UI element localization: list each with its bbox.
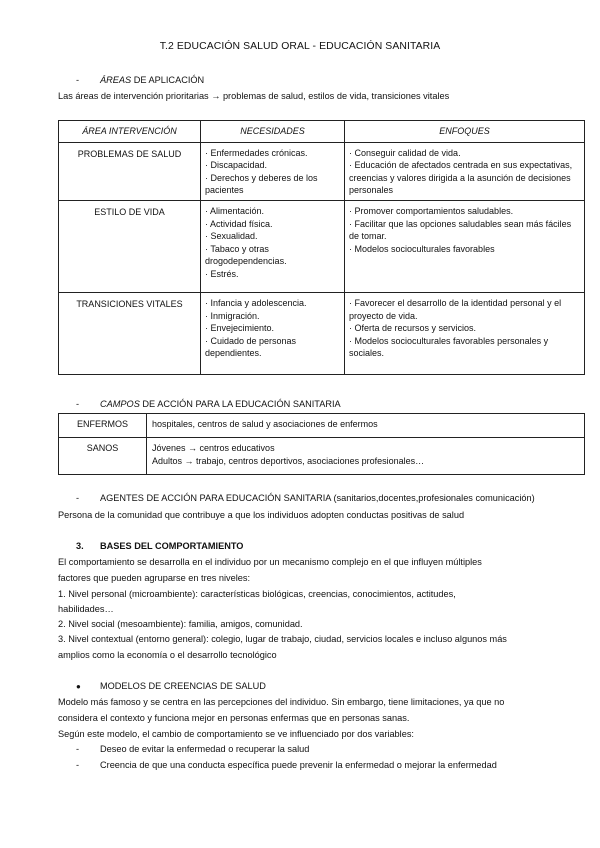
bases-line: amplios como la economía o el desarrollo tecnológico <box>58 650 277 660</box>
field-line: hospitales, centros de salud y asociaciones de enfermos <box>152 419 378 429</box>
table-row <box>59 438 585 475</box>
approach-item: · Modelos socioculturales favorables personales y sociales. <box>349 335 549 359</box>
row-needs <box>201 142 345 200</box>
modelos-line: Según este modelo, el cambio de comportamiento se ve influenciado por dos variables: <box>58 729 414 739</box>
dash-bullet: - <box>76 760 80 770</box>
row-area: PROBLEMAS DE SALUD <box>59 142 201 200</box>
dash-bullet: - <box>76 744 80 754</box>
dash-bullet: - <box>76 399 80 409</box>
areas-heading-rest: DE APLICACIÓN <box>131 75 205 85</box>
approach-item: · Favorecer el desarrollo de la identidad personal y el proyecto de vida. <box>349 297 562 321</box>
modelos-heading-text: MODELOS DE CREENCIAS DE SALUD <box>100 681 266 691</box>
modelos-list-item <box>76 759 497 772</box>
agentes-heading-text: AGENTES DE ACCIÓN PARA EDUCACIÓN SANITARIA (sanitarios,docentes,profesionales comunicación) <box>100 493 535 503</box>
need-item: · Actividad física. <box>205 218 273 229</box>
need-item: · Infancia y adolescencia. <box>205 297 307 308</box>
row-needs <box>201 200 345 292</box>
row-approaches <box>345 142 585 200</box>
field-key: ENFERMOS <box>59 414 147 438</box>
agentes-text: Persona de la comunidad que contribuye a que los individuos adopten conductas positivas de salud <box>58 510 465 520</box>
table-header-row <box>59 121 585 143</box>
modelos-line: Modelo más famoso y se centra en las percepciones del individuo. Sin embargo, tiene limitaciones, ya que no <box>58 697 505 707</box>
areas-heading <box>76 74 204 87</box>
bases-line: 2. Nivel social (mesoambiente): familia, amigos, comunidad. <box>58 619 303 629</box>
need-item: · Derechos y deberes de los pacientes <box>205 172 318 196</box>
table-row <box>59 200 585 292</box>
bases-line: 3. Nivel contextual (entorno general): colegio, lugar de trabajo, ciudad, servicios locales e incluso algunos más <box>58 634 507 644</box>
dash-bullet: - <box>76 493 80 503</box>
field-line: Adultos → trabajo, centros deportivos, asociaciones profesionales… <box>152 456 425 466</box>
list-item-text: Creencia de que una conducta específica puede prevenir la enfermedad o mejorar la enfermedad <box>100 760 497 770</box>
approach-item: · Conseguir calidad de vida. <box>349 147 461 158</box>
header-needs: NECESIDADES <box>201 121 345 143</box>
need-item: · Discapacidad. <box>205 160 268 171</box>
need-item: · Inmigración. <box>205 310 260 321</box>
approach-item: · Facilitar que las opciones saludables sean más fáciles de tomar. <box>349 218 572 242</box>
bullet-icon: ● <box>76 682 81 691</box>
approach-item: · Oferta de recursos y servicios. <box>349 323 477 334</box>
header-area: ÁREA INTERVENCIÓN <box>59 121 201 143</box>
bases-line: factores que pueden agruparse en tres niveles: <box>58 573 251 583</box>
modelos-list-item <box>76 743 309 756</box>
campos-heading-italic: CAMPOS <box>100 399 140 409</box>
action-fields-table <box>58 413 585 475</box>
section-number: 3. <box>76 541 84 551</box>
campos-heading <box>76 398 341 411</box>
need-item: · Enfermedades crónicas. <box>205 147 308 158</box>
table-row <box>59 292 585 374</box>
page-title: T.2 EDUCACIÓN SALUD ORAL - EDUCACIÓN SANITARIA <box>159 41 441 52</box>
field-value <box>147 414 585 438</box>
bases-line: habilidades… <box>58 604 114 614</box>
table-row <box>59 414 585 438</box>
field-value <box>147 438 585 475</box>
intervention-table <box>58 120 585 375</box>
table-row <box>59 142 585 200</box>
agentes-heading <box>76 492 535 505</box>
approach-item: · Educación de afectados centrada en sus expectativas, creencias y valores dirigida a la asunción de decisiones personales <box>349 160 573 196</box>
need-item: · Estrés. <box>205 268 239 279</box>
field-line: Jóvenes → centros educativos <box>152 443 275 453</box>
modelos-heading <box>76 680 266 693</box>
modelos-line: considera el contexto y funciona mejor en personas enfermas que en personas sanas. <box>58 713 410 723</box>
approach-item: · Modelos socioculturales favorables <box>349 243 495 254</box>
row-area: ESTILO DE VIDA <box>59 200 201 292</box>
row-area: TRANSICIONES VITALES <box>59 292 201 374</box>
bases-heading <box>76 540 243 553</box>
row-approaches <box>345 200 585 292</box>
approach-item: · Promover comportamientos saludables. <box>349 205 514 216</box>
row-approaches <box>345 292 585 374</box>
need-item: · Envejecimiento. <box>205 323 275 334</box>
list-item-text: Deseo de evitar la enfermedad o recuperar la salud <box>100 744 310 754</box>
header-approaches: ENFOQUES <box>345 121 585 143</box>
areas-heading-italic: ÁREAS <box>100 75 132 85</box>
need-item: · Alimentación. <box>205 205 265 216</box>
campos-heading-rest: DE ACCIÓN PARA LA EDUCACIÓN SANITARIA <box>139 399 341 409</box>
row-needs <box>201 292 345 374</box>
bases-heading-text: BASES DEL COMPORTAMIENTO <box>100 541 244 551</box>
need-item: · Sexualidad. <box>205 231 258 242</box>
need-item: · Cuidado de personas dependientes. <box>205 335 297 359</box>
field-key: SANOS <box>59 438 147 475</box>
areas-intro: Las áreas de intervención prioritarias → problemas de salud, estilos de vida, transiciones vitales <box>58 91 450 101</box>
bases-line: El comportamiento se desarrolla en el individuo por un mecanismo complejo en el que influyen múltiples <box>58 557 482 567</box>
dash-bullet: - <box>76 75 80 85</box>
bases-line: 1. Nivel personal (microambiente): características biológicas, creencias, conocimientos, actitudes, <box>58 589 456 599</box>
need-item: · Tabaco y otras drogodependencias. <box>205 243 287 267</box>
